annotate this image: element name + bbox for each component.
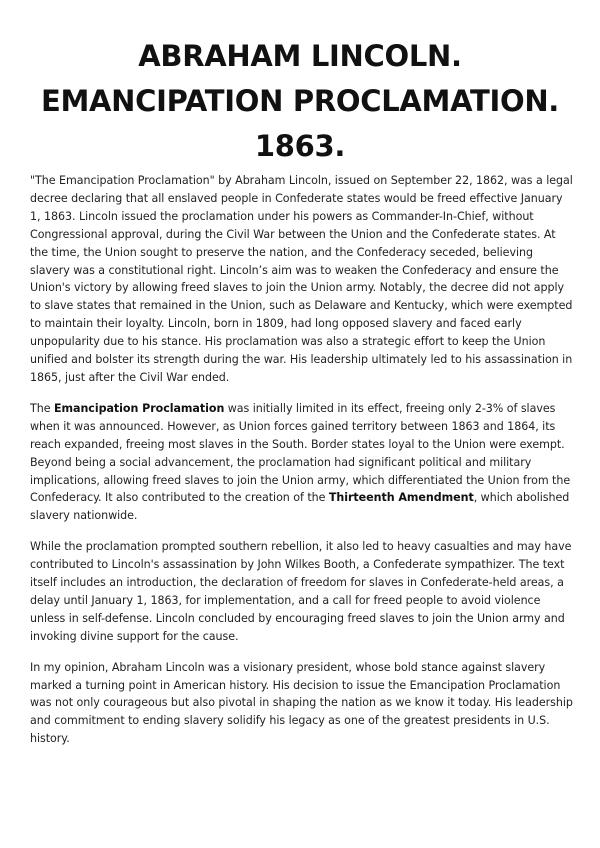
thirteenth-amendment-bold: Thirteenth Amendment bbox=[328, 491, 474, 505]
document-body bbox=[30, 172, 576, 761]
title-line-2: EMANCIPATION PROCLAMATION. bbox=[40, 84, 560, 118]
document-title bbox=[0, 34, 600, 169]
paragraph-3: While the proclamation prompted southern rebellion, it also led to heavy casualties and may have contributed to Lincoln's assassination by John Wilkes Booth, a Confederate sympathizer. The text itself includes an introduction, the declaration of freedom for slaves in Confederate-held areas, a delay until January 1, 1863, for implementation, and a call for freed people to avoid violence unless in self-defense. Lincoln concluded by encouraging freed slaves to join the Union army and invoking divine support for the cause. bbox=[30, 540, 572, 643]
paragraph-2-text-3: , which abolished slavery nationwide. bbox=[30, 491, 570, 523]
paragraph-2-text-1: The bbox=[30, 401, 54, 415]
title-line-3: 1863. bbox=[254, 129, 346, 163]
paragraph-2 bbox=[30, 400, 576, 525]
paragraph-1: "The Emancipation Proclamation" by Abraham Lincoln, issued on September 22, 1862, was a legal decree declaring that all enslaved people in Confederate states would be freed effective January 1, 1863. Lincoln issued the proclamation under his powers as Commander-In-Chief, without Congressional approval, during the Civil War between the Union and the Confederate states. At the time, the Union sought to preserve the nation, and the Confederacy seceded, believing slavery was a constitutional right. Lincoln’s aim was to weaken the Confederacy and ensure the Union's victory by allowing freed slaves to join the Union army. Notably, the decree did not apply to slave states that remained in the Union, such as Delaware and Kentucky, which were exempted to maintain their loyalty. Lincoln, born in 1809, had long opposed slavery and faced early unpopularity due to his stance. His proclamation was also a strategic effort to keep the Union unified and bolster its strength during the war. His leadership ultimately led to his assassination in 1865, just after the Civil War ended. bbox=[30, 174, 573, 384]
paragraph-4: In my opinion, Abraham Lincoln was a visionary president, whose bold stance against slavery marked a turning point in American history. His decision to issue the Emancipation Proclamation was not only courageous but also pivotal in shaping the nation as we know it today. His leadership and commitment to ending slavery solidify his legacy as one of the greatest presidents in U.S. history. bbox=[30, 660, 573, 746]
emancipation-proclamation-bold: Emancipation Proclamation bbox=[53, 401, 225, 415]
title-line-1: ABRAHAM LINCOLN. bbox=[138, 39, 462, 73]
paragraph-2-text-2: was initially limited in its effect, freeing only 2-3% of slaves when it was announced. However, as Union forces gained territory between 1863 and 1864, its reach expanded, freeing most slaves in the South. Border states loyal to the Union were exempt. Beyond being a social advancement, the proclamation had significant political and military implications, allowing freed slaves to join the Union army, which differentiated the Union from the Confederacy. It also contributed to the creation of the bbox=[30, 401, 571, 505]
